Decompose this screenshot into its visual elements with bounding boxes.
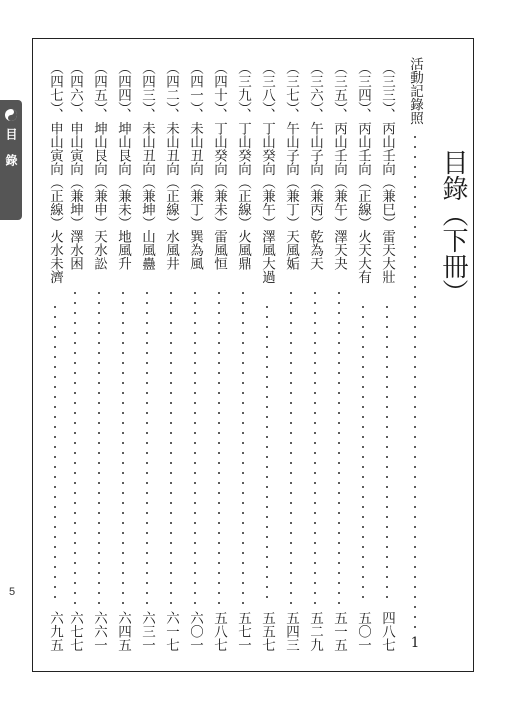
toc-entry[interactable] xyxy=(185,39,205,671)
toc-entry-title: （四七）、申山寅向（正線）火水未濟 xyxy=(47,61,63,284)
toc-entry-title: （三三）、丙山壬向（兼巳）雷天大壯 xyxy=(379,61,395,284)
swirl-icon xyxy=(4,108,18,122)
toc-entry-page: 六一七 xyxy=(163,610,179,651)
toc-entry-page: 六七七 xyxy=(67,610,83,651)
toc-entry-page: 五〇一 xyxy=(355,610,371,651)
toc-entry[interactable] xyxy=(281,39,301,671)
toc-entry-title: （三八）、丁山癸向（兼午）澤風大過 xyxy=(259,61,275,284)
toc-entry-page: 五五七 xyxy=(259,610,275,651)
toc-entry-page: 六三一 xyxy=(139,610,155,651)
toc-entry-title: （四六）、申山寅向（兼坤）澤水困 xyxy=(67,61,83,271)
toc-entry[interactable] xyxy=(329,39,349,671)
toc-entry[interactable] xyxy=(233,39,253,671)
toc-entry-title: 活動記錄照 xyxy=(407,57,423,125)
toc-entry-title: （三六）、午山子向（兼丙）乾為天 xyxy=(307,61,323,271)
toc-entry[interactable] xyxy=(137,39,157,671)
toc-entry-page: 六四五 xyxy=(115,610,131,651)
page-title: 目錄（下冊） xyxy=(438,149,468,305)
toc-entry[interactable] xyxy=(305,39,325,671)
toc-entry[interactable] xyxy=(65,39,85,671)
dot-leader xyxy=(362,302,364,604)
toc-entry[interactable] xyxy=(257,39,277,671)
toc-entry-title: （三九）、丁山癸向（正線）火風鼎 xyxy=(235,61,251,271)
toc-entry[interactable] xyxy=(45,39,65,671)
side-tab xyxy=(0,100,22,220)
toc-entry[interactable] xyxy=(161,39,181,671)
dot-leader xyxy=(54,302,56,604)
toc-entry-title: （四二）、未山丑向（正線）水風井 xyxy=(163,61,179,271)
toc-frame xyxy=(32,38,474,672)
dot-leader xyxy=(414,132,416,631)
toc-entry-page: 五一五 xyxy=(331,610,347,651)
toc-entry[interactable] xyxy=(405,39,425,671)
toc-entry-page: 五四三 xyxy=(283,610,299,651)
toc-entry[interactable] xyxy=(353,39,373,671)
toc-entry-page: 六九五 xyxy=(47,610,63,651)
dot-leader xyxy=(122,288,124,604)
dot-leader xyxy=(218,288,220,604)
dot-leader xyxy=(266,302,268,604)
toc-entry-page: 六〇一 xyxy=(187,610,203,651)
toc-entry-title: （四一）、未山丑向（兼丁）巽為風 xyxy=(187,61,203,271)
toc-entry-page: 六六一 xyxy=(91,610,107,651)
toc-entry[interactable] xyxy=(113,39,133,671)
page-folio: 5 xyxy=(9,586,16,598)
toc-entry[interactable] xyxy=(209,39,229,671)
toc-entry[interactable] xyxy=(89,39,109,671)
toc-entry-title: （三四）、丙山壬向（正線）火天大有 xyxy=(355,61,371,284)
dot-leader xyxy=(146,288,148,604)
dot-leader xyxy=(338,288,340,604)
toc-entry-title: （四四）、坤山艮向（兼未）地風升 xyxy=(115,61,131,271)
toc-entry-page: 五八七 xyxy=(211,610,227,651)
toc-entry-title: （三七）、午山子向（兼丁）天風姤 xyxy=(283,61,299,271)
toc-entry-title: （四三）、未山丑向（兼坤）山風蠱 xyxy=(139,61,155,271)
toc-entry-page: 四八七 xyxy=(379,610,395,651)
dot-leader xyxy=(194,288,196,604)
dot-leader xyxy=(170,288,172,604)
dot-leader xyxy=(290,288,292,604)
toc-entry-title: （四十）、丁山癸向（兼未）雷風恒 xyxy=(211,61,227,271)
dot-leader xyxy=(314,288,316,604)
side-tab-label: 目錄 xyxy=(4,128,18,180)
toc-entry-title: （四五）、坤山艮向（兼申）天水訟 xyxy=(91,61,107,271)
toc-entry-page: 五七一 xyxy=(235,610,251,651)
dot-leader xyxy=(242,288,244,604)
toc-entry-page: 1 xyxy=(407,635,423,651)
toc-entry-page: 五二九 xyxy=(307,610,323,651)
toc-entry[interactable] xyxy=(377,39,397,671)
dot-leader xyxy=(74,288,76,604)
dot-leader xyxy=(98,288,100,604)
toc-entry-title: （三五）、丙山壬向（兼午）澤天夬 xyxy=(331,61,347,271)
dot-leader xyxy=(386,302,388,604)
